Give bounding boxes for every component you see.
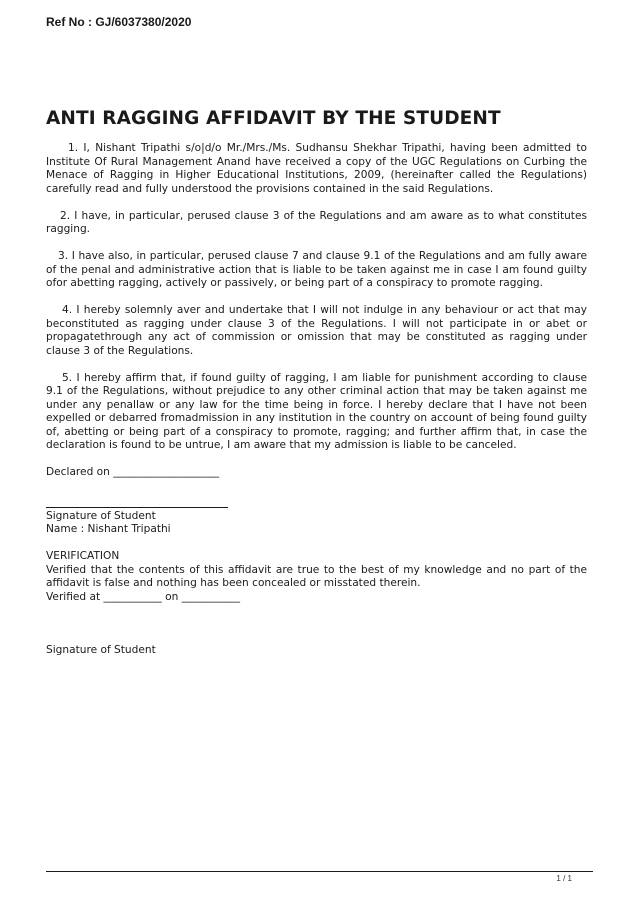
- signature-label: Signature of Student: [46, 509, 156, 522]
- verified-at-line: Verified at ___________ on ___________: [46, 590, 240, 603]
- clause-4: 4. I hereby solemnly aver and undertake that I will not indulge in any behaviour or act that may beconstituted as ragging under clause 3 of the Regulations. I will not participate in or abet or propagatethrough any act of commission or omission that may be constituted as ragging under clause 3 of the Regulations.: [46, 304, 587, 357]
- declared-on-line: Declared on ____________________: [46, 466, 220, 478]
- final-signature-label: Signature of Student: [46, 644, 156, 656]
- reference-number: Ref No : GJ/6037380/2020: [46, 15, 192, 29]
- student-name: Name : Nishant Tripathi: [46, 523, 171, 535]
- document-title: ANTI RAGGING AFFIDAVIT BY THE STUDENT: [46, 108, 501, 129]
- clause-1: 1. I, Nishant Tripathi s/o|d/o Mr./Mrs./Ms. Sudhansu Shekhar Tripathi, having been admitted to Institute Of Rural Management Anand have received a copy of the UGC Regulations on Curbing the Menace of Ragging in Higher Educational Institutions, 2009, (hereinafter called the Regulations) carefully read and fully understood the provisions contained in the said Regulations.: [46, 142, 587, 195]
- affidavit-body: [46, 142, 587, 658]
- page-number: 1 / 1: [556, 874, 572, 883]
- clause-5: 5. I hereby affirm that, if found guilty of ragging, I am liable for punishment according to clause 9.1 of the Regulations, without prejudice to any other criminal action that may be taken against me under any penallaw or any law for the time being in force. I hereby declare that I have not been expelled or debarred fromadmission in any institution in the country on account of being found guilty of, abetting or being part of a conspiracy to promote, ragging; and further affirm that, in case the declaration is found to be untrue, I am aware that my admission is liable to be canceled.: [46, 371, 587, 451]
- verification-text: Verified that the contents of this affidavit are true to the best of my knowledge and no part of the affidavit is false and nothing has been concealed or misstated therein.: [46, 563, 587, 589]
- clause-3: 3. I have also, in particular, perused clause 7 and clause 9.1 of the Regulations and am fully aware of the penal and administrative action that is liable to be taken against me in case I am found guilty ofor abetting ragging, actively or passively, or being part of a conspiracy to promote ragging.: [46, 250, 587, 289]
- signature-line: [46, 507, 228, 508]
- clause-2: 2. I have, in particular, perused clause 3 of the Regulations and am aware as to what constitutes ragging.: [46, 209, 587, 235]
- footer-rule: [46, 871, 593, 872]
- verification-heading: VERIFICATION: [46, 550, 120, 562]
